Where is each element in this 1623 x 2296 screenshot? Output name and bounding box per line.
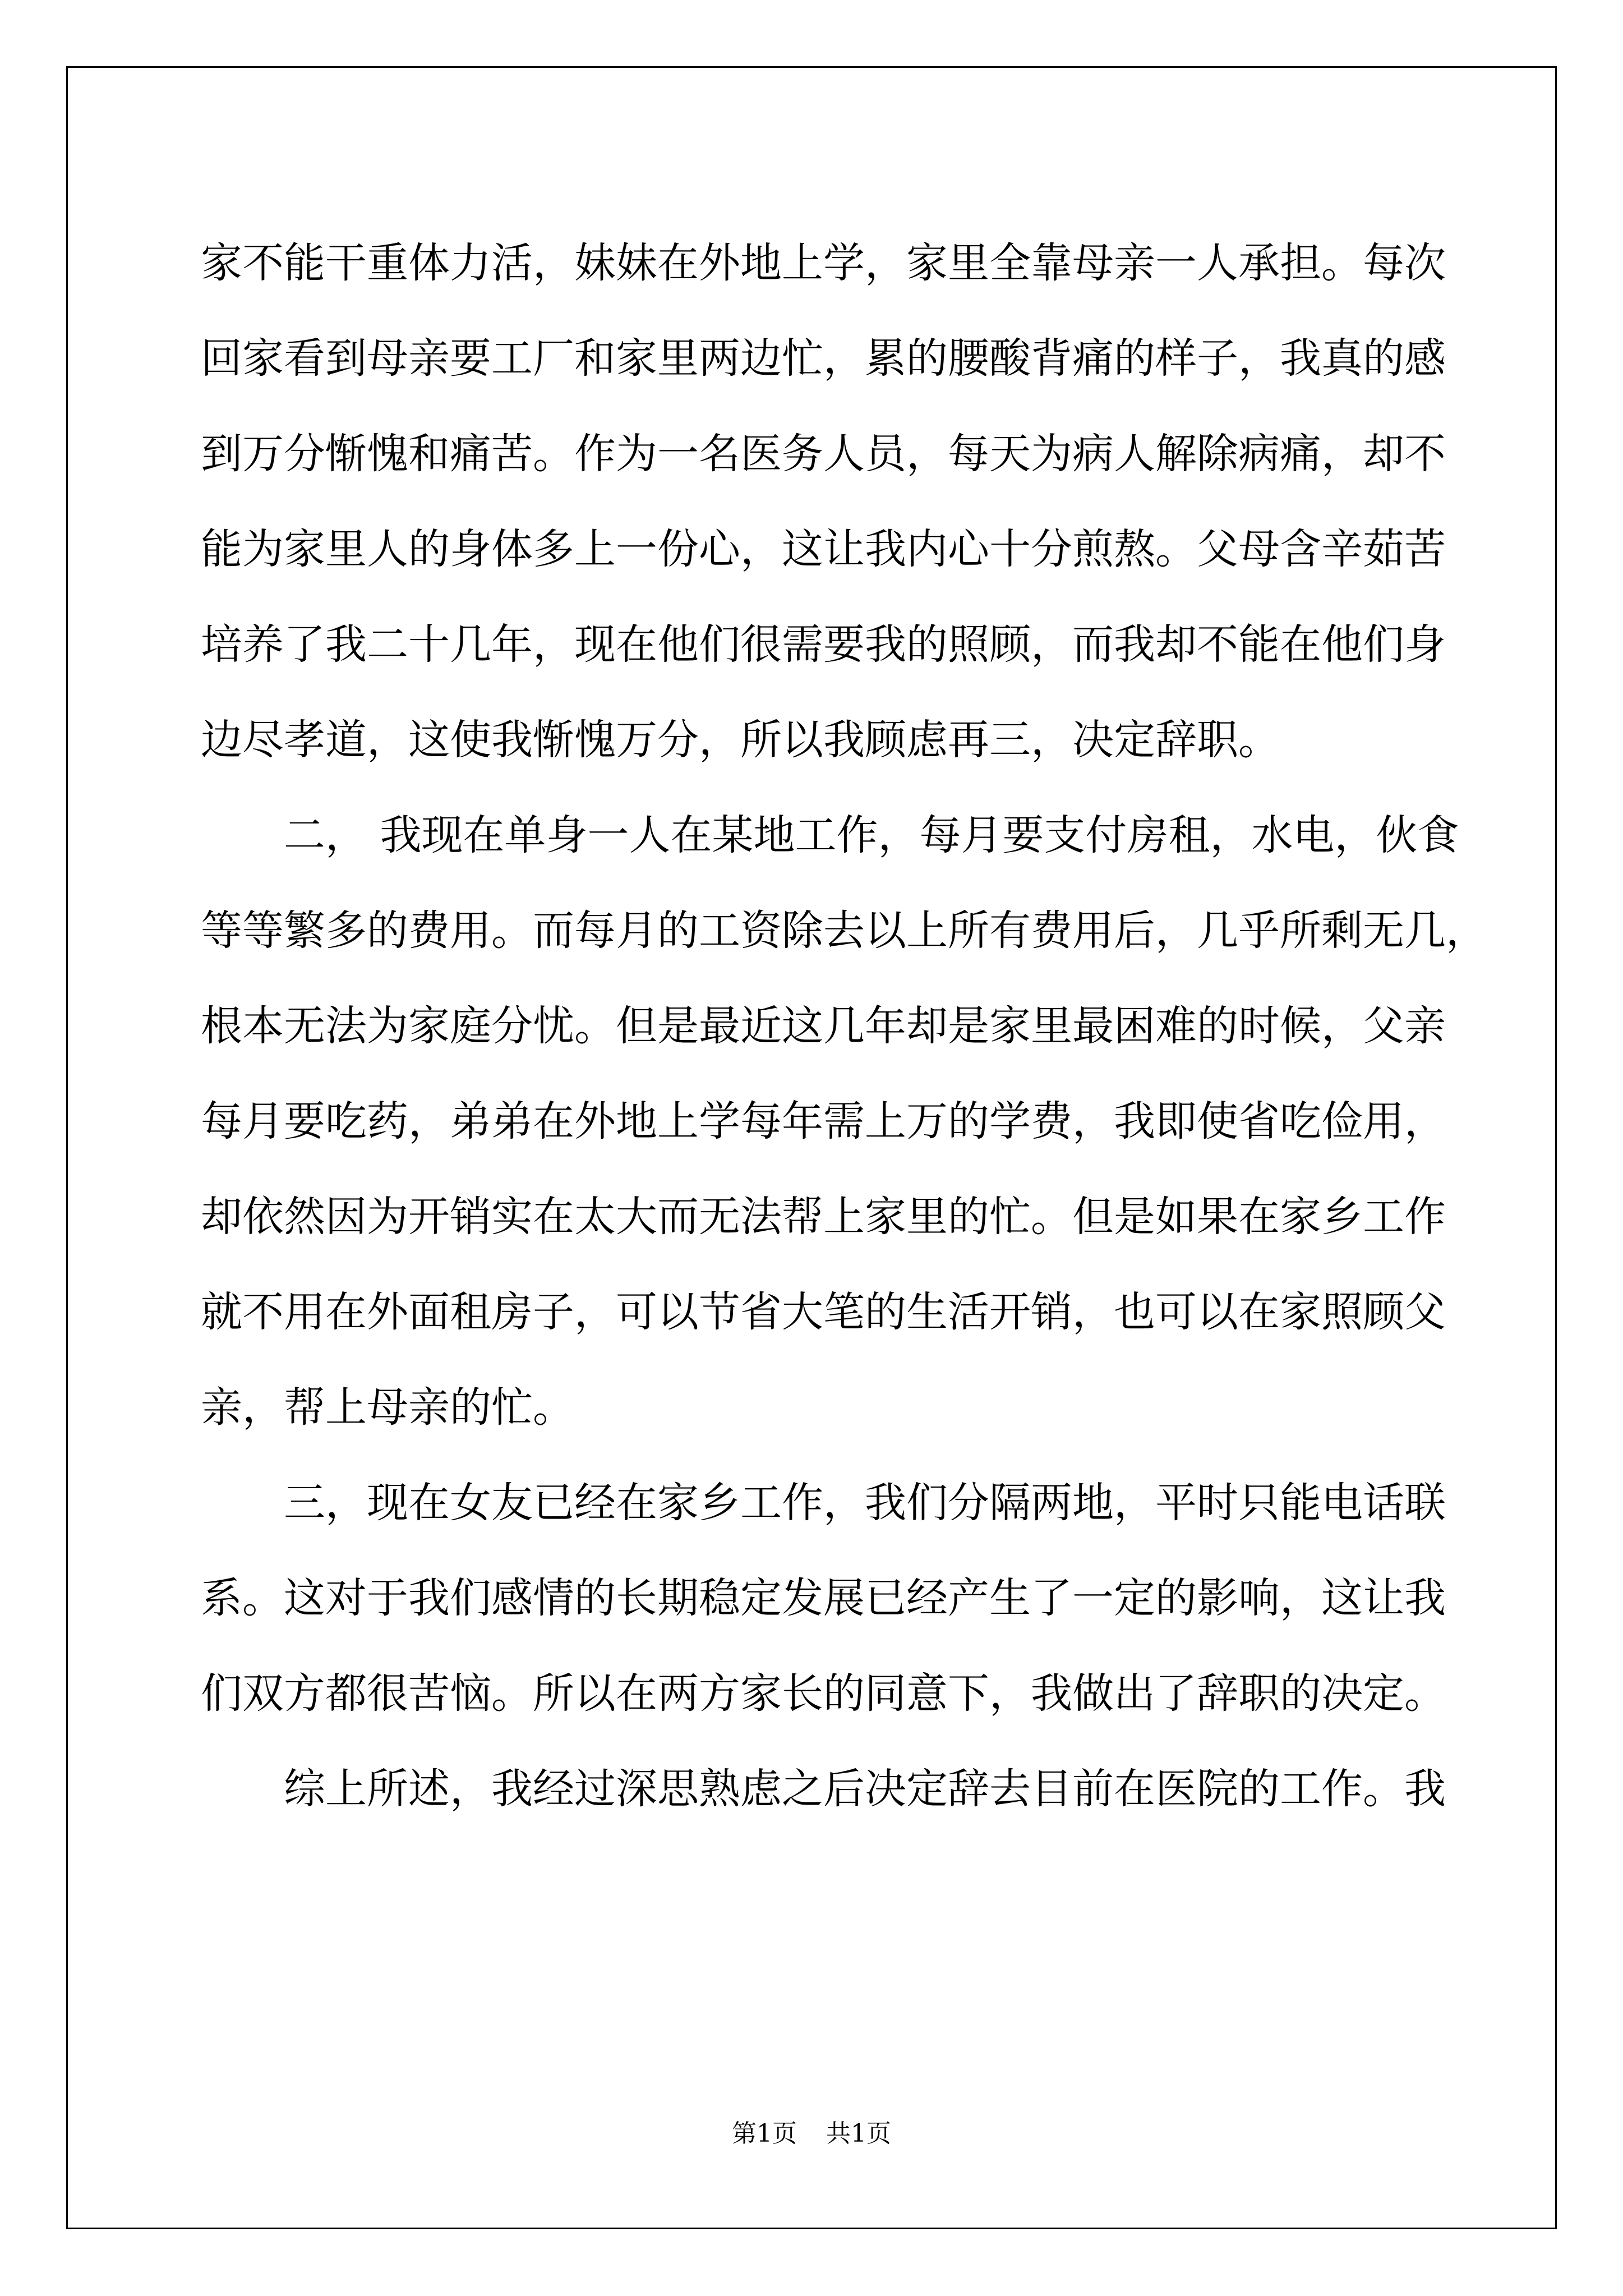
text-line: 能为家里人的身体多上一份心，这让我内心十分煎熬。父母含辛茹苦 xyxy=(201,525,1446,573)
text-line: 边尽孝道，这使我惭愧万分，所以我顾虑再三，决定辞职。 xyxy=(201,716,1280,764)
text-line: 就不用在外面租房子，可以节省大笔的生活开销，也可以在家照顾父 xyxy=(201,1288,1446,1336)
document-body xyxy=(201,215,1487,1837)
text-line: 根本无法为家庭分忧。但是最近这几年却是家里最困难的时候，父亲 xyxy=(201,1002,1446,1050)
page-footer xyxy=(0,2117,1623,2151)
text-line: 家不能干重体力活，妹妹在外地上学，家里全靠母亲一人承担。每次 xyxy=(201,239,1446,287)
text-line: 培养了我二十几年，现在他们很需要我的照顾，而我却不能在他们身 xyxy=(201,620,1446,669)
paragraph-start-line: 二， 我现在单身一人在某地工作，每月要支付房租，水电，伙食 xyxy=(284,811,1459,859)
text-line: 系。这对于我们感情的长期稳定发展已经产生了一定的影响，这让我 xyxy=(201,1574,1446,1622)
text-line: 亲，帮上母亲的忙。 xyxy=(201,1383,574,1432)
page-total: 共1页 xyxy=(826,2119,891,2148)
text-line: 每月要吃药，弟弟在外地上学每年需上万的学费，我即使省吃俭用， xyxy=(201,1097,1446,1145)
text-line: 却依然因为开销实在太大而无法帮上家里的忙。但是如果在家乡工作 xyxy=(201,1193,1446,1241)
text-line: 们双方都很苦恼。所以在两方家长的同意下，我做出了辞职的决定。 xyxy=(201,1669,1446,1718)
text-line: 回家看到母亲要工厂和家里两边忙，累的腰酸背痛的样子，我真的感 xyxy=(201,334,1446,383)
page-number: 第1页 xyxy=(732,2119,797,2148)
text-line: 等等繁多的费用。而每月的工资除去以上所有费用后，几乎所剩无几， xyxy=(201,907,1487,955)
text-line: 到万分惭愧和痛苦。作为一名医务人员，每天为病人解除病痛，却不 xyxy=(201,430,1446,478)
paragraph-start-line: 三，现在女友已经在家乡工作，我们分隔两地，平时只能电话联 xyxy=(284,1479,1446,1527)
paragraph-start-line: 综上所述，我经过深思熟虑之后决定辞去目前在医院的工作。我 xyxy=(284,1765,1446,1813)
